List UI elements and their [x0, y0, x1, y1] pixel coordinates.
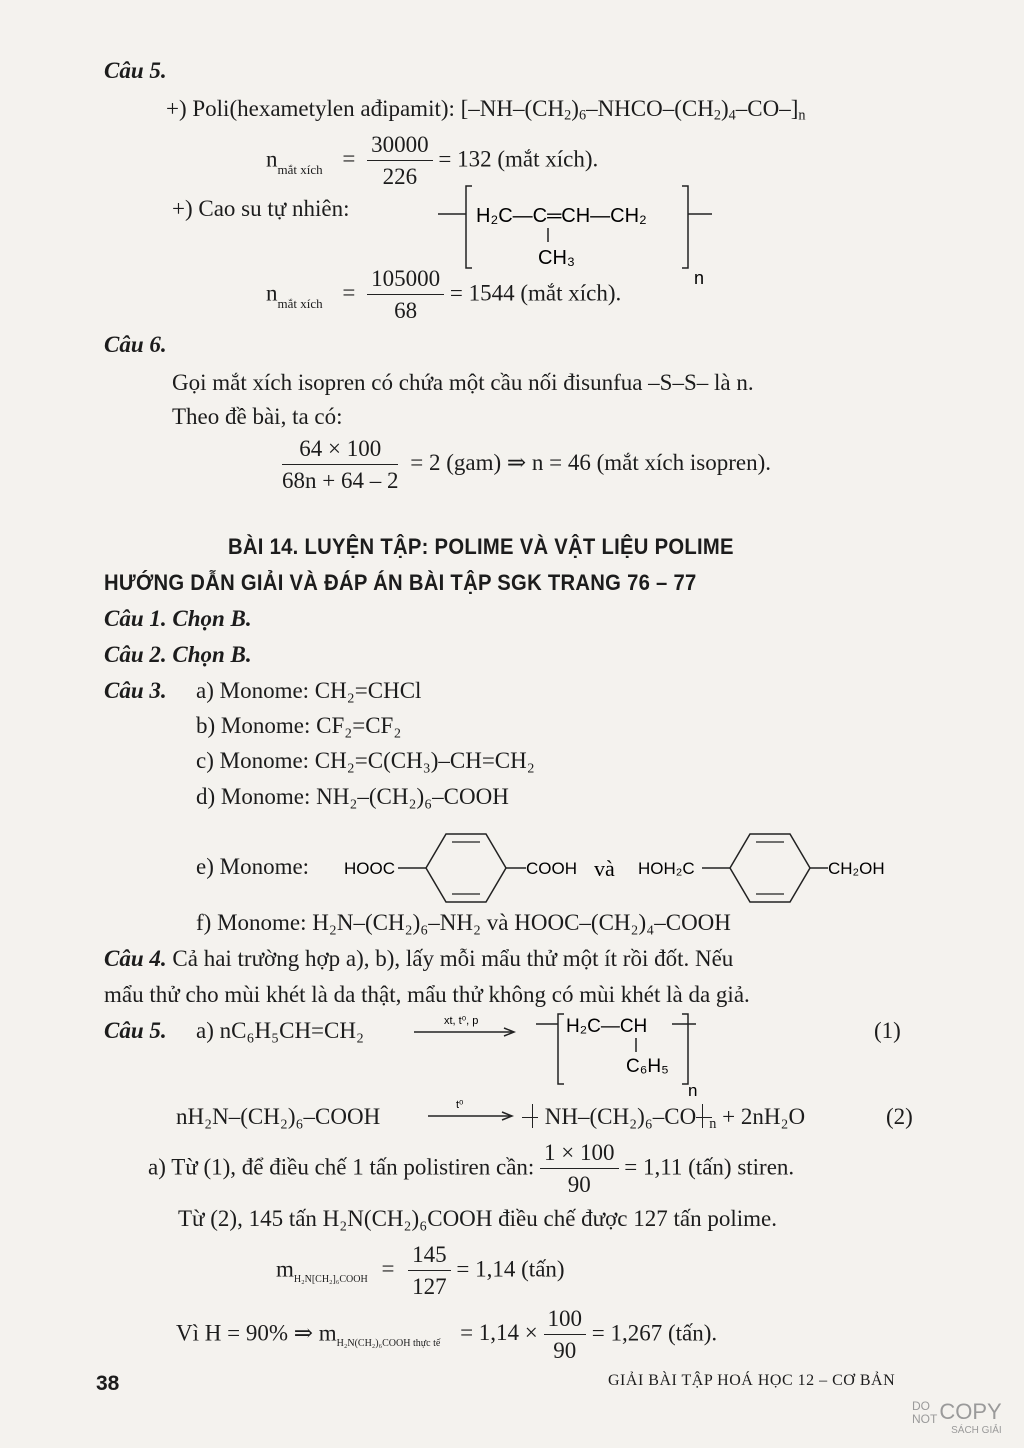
- paragraph: Theo đề bài, ta có:: [172, 404, 343, 429]
- numerator: 105000: [367, 266, 444, 295]
- result: = 1,267 (tấn).: [591, 1320, 718, 1346]
- result: = 1544 (mắt xích).: [449, 280, 622, 306]
- polyamide-formula: +) Poli(hexametylen ađipamit): $[-NH-(CH_2)_6-NHCO-(CH_2)_4-CO-]_n$: [166, 96, 806, 124]
- monomer-b: b) Monome: CF₂=CF₂: [196, 713, 402, 738]
- question-label: Câu 5.: [104, 58, 167, 83]
- monomer-c: c) Monome: CH₂=C(CH₃)–CH=CH₂: [196, 748, 535, 773]
- equation-n1: $n_{mắt xích}$ = $\frac{30000}{226}$ = 132 (mắt xích).: [266, 132, 599, 189]
- rubber-label: +) Cao su tự nhiên:: [172, 196, 350, 221]
- numerator: 1 × 100: [540, 1140, 618, 1169]
- cooh-group: COOH: [526, 859, 577, 878]
- reaction-condition: xt, t⁰, p: [444, 1015, 479, 1027]
- reaction-condition: t⁰: [456, 1099, 464, 1111]
- denominator: 68n + 64 – 2: [282, 468, 399, 493]
- result: = 2 (gam) ⇒ n = 46 (mắt xích isopren).: [410, 450, 771, 476]
- chain-text: H₂C—CH: [566, 1016, 648, 1037]
- product-text: NH–(CH₂)₆–CO: [544, 1104, 697, 1129]
- formula-text: –CO–]: [735, 96, 799, 121]
- fraction: [408, 1242, 451, 1300]
- answer-4-line1: [104, 946, 733, 972]
- monomer-d: d) Monome: NH₂–(CH₂)₆–COOH: [196, 784, 509, 809]
- multiplier: = 1,14 ×: [460, 1320, 538, 1346]
- polyamide-product: [522, 1104, 805, 1130]
- formula-text: +) Poli(hexametylen ađipamit): [–NH–(CH: [166, 96, 565, 121]
- paragraph: Gọi mắt xích isopren có chứa một cầu nối đisunfua –S–S– là n.: [172, 370, 754, 395]
- denominator: 90: [553, 1338, 577, 1363]
- monomer-e-label: e) Monome:: [196, 854, 310, 879]
- monomer-a: a) Monome: CH₂=CHCl: [196, 678, 422, 703]
- n-symbol: n: [266, 146, 278, 172]
- phenyl-group: C₆H₅: [626, 1056, 669, 1077]
- reaction-arrow-icon: [426, 1098, 516, 1128]
- equation-isoprene: [282, 436, 771, 494]
- fraction: [367, 132, 433, 190]
- ch2oh-group: CH₂OH: [828, 859, 885, 878]
- fraction: [540, 1140, 618, 1198]
- n-index: n: [688, 1081, 698, 1096]
- watermark-text: DO: [912, 1399, 930, 1413]
- watermark-logo: [912, 1400, 1002, 1438]
- equation-number: (2): [886, 1104, 913, 1129]
- calc-mass: $m_{H_2N[CH_2]_6COOH}$ = $\frac{145}{127}$ = 1,14 (tấn): [276, 1242, 565, 1299]
- result: = 1,14 (tấn): [456, 1256, 565, 1282]
- numerator: 145: [408, 1242, 451, 1271]
- m-symbol: m: [276, 1256, 294, 1282]
- question-label: Câu 3.: [104, 678, 167, 703]
- reactant-styrene: a) nC₆H₅CH=CH₂: [196, 1018, 364, 1043]
- denominator: 226: [382, 164, 418, 189]
- monomer-f: f) Monome: H₂N–(CH₂)₆–NH₂ và HOOC–(CH₂)₄–COOH: [196, 910, 731, 935]
- polystyrene-reaction: [410, 1010, 720, 1096]
- numerator: 64 × 100: [282, 436, 398, 465]
- m-subscript: H₂N(CH₂)₆COOH thực tế: [336, 1338, 441, 1350]
- fraction: [544, 1306, 587, 1364]
- result: = 132 (mắt xích).: [438, 146, 599, 172]
- n-symbol: n: [266, 280, 278, 306]
- fraction: [282, 436, 398, 494]
- lesson-subtitle: HƯỚNG DẪN GIẢI VÀ ĐÁP ÁN BÀI TẬP SGK TRANG 76 – 77: [104, 570, 697, 595]
- conjunction: và: [594, 856, 615, 881]
- page-number: 38: [96, 1372, 120, 1395]
- answer-line: Câu 1. Chọn B.: [104, 606, 252, 631]
- fraction: [367, 266, 444, 324]
- methyl-group: CH₃: [538, 247, 576, 269]
- benzene-structures: [340, 826, 900, 910]
- hooc-group: HOOC: [344, 859, 395, 878]
- chain-text: H₂C—C═CH—CH₂: [476, 205, 647, 227]
- n-subscript: mắt xích: [277, 296, 323, 312]
- benzene-ring-icon: [730, 834, 810, 902]
- equation-n2: $n_{mắt xích}$ = $\frac{105000}{68}$ = 1544 (mắt xích).: [266, 266, 622, 323]
- paragraph: mẩu thử cho mùi khét là da thật, mẩu thử không có mùi khét là da giả.: [104, 982, 750, 1007]
- n-index: n: [694, 268, 705, 288]
- paragraph: Vì H = 90% ⇒ m: [176, 1320, 337, 1346]
- numerator: 30000: [367, 132, 433, 161]
- book-title: GIẢI BÀI TẬP HOÁ HỌC 12 – CƠ BẢN: [608, 1372, 896, 1389]
- calc-actual: [176, 1306, 717, 1364]
- paragraph: a) Từ (1), để điều chế 1 tấn polistiren cần:: [148, 1154, 535, 1180]
- answer-line: Câu 2. Chọn B.: [104, 642, 252, 667]
- paragraph: Cả hai trường hợp a), b), lấy mỗi mẩu thử một ít rồi đốt. Nếu: [172, 946, 734, 971]
- n-index: n: [709, 1115, 717, 1132]
- equation-number: (1): [874, 1018, 901, 1043]
- watermark-text: COPY: [939, 1399, 1002, 1424]
- question-label: Câu 6.: [104, 332, 167, 357]
- denominator: 68: [394, 298, 418, 323]
- denominator: 127: [412, 1274, 447, 1299]
- watermark-brand: SÁCH GIẢI: [951, 1425, 1002, 1436]
- denominator: 90: [567, 1172, 591, 1197]
- n-subscript: mắt xích: [277, 162, 323, 178]
- question-label: Câu 4.: [104, 946, 167, 971]
- reactant-aminoacid: nH₂N–(CH₂)₆–COOH: [176, 1104, 381, 1129]
- paragraph: Từ (2), 145 tấn H₂N(CH₂)₆COOH điều chế được 127 tấn polime.: [178, 1206, 777, 1231]
- result: = 1,11 (tấn) stiren.: [624, 1154, 795, 1180]
- calc-styrene: [148, 1140, 794, 1198]
- hoh2c-group: HOH₂C: [638, 859, 695, 878]
- lesson-title: BÀI 14. LUYỆN TẬP: POLIME VÀ VẬT LIỆU POLIME: [228, 534, 734, 559]
- water-product: + 2nH₂O: [722, 1104, 806, 1129]
- question-label: Câu 5.: [104, 1018, 167, 1043]
- benzene-ring-icon: [426, 834, 506, 902]
- formula-text: –NHCO–(CH: [586, 96, 714, 121]
- watermark-text: NOT: [912, 1412, 938, 1426]
- numerator: 100: [544, 1306, 587, 1335]
- m-subscript: H₂N[CH₂]₆COOH: [293, 1274, 368, 1286]
